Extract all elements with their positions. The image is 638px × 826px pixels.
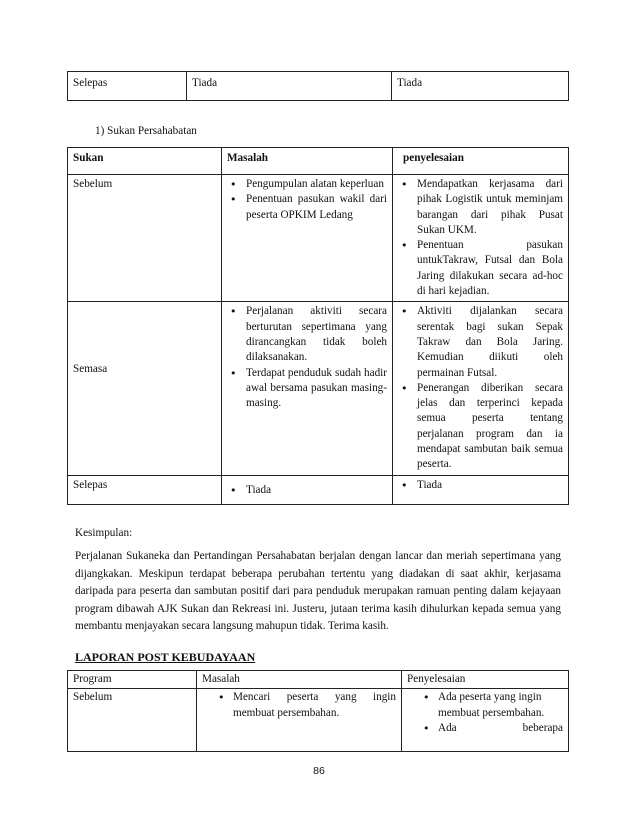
masalah-cell [222,302,393,475]
table-header-row [68,148,569,175]
list-item: • Penerangan diberikan secara jelas dan terperinci kepada semua peserta tentang perjalanan program dan ia mendapat sambutan baik semua peserta. [398,381,563,473]
row-label: Semasa [68,302,222,475]
list-item: • Pengumpulan alatan keperluan [227,177,387,192]
list-item: • Ada beberapa [416,721,563,736]
row-label: Sebelum [68,175,222,302]
column-header-penyelesaian: Penyelesaian [402,671,569,689]
column-header-penyelesaian: penyelesaian [393,148,569,175]
penyelesaian-cell [393,475,569,504]
column-header-masalah: Masalah [197,671,402,689]
row-label: Selepas [68,475,222,504]
table-header-row [68,671,569,689]
list-item: • Aktiviti dijalankan secara serentak bagi sukan Sepak Takraw dan Bola Jaring. Kemudian diikuti oleh permainan Futsal. [398,304,563,380]
table-row-sebelum [68,689,569,752]
column-header-program: Program [68,671,197,689]
page-number: 86 [313,765,325,777]
list-item: • Penentuan pasukan wakil dari peserta OPKIM Ledang [227,192,387,223]
row-label: Sebelum [68,689,197,752]
table-cell: Tiada [392,72,569,101]
sukan-persahabatan-table [67,147,569,505]
masalah-cell [197,689,402,752]
table-row-semasa [68,302,569,475]
penyelesaian-cell [393,175,569,302]
masalah-cell [222,475,393,504]
table-row [68,72,569,101]
list-item: • Penentuan pasukan untukTakraw, Futsal dan Bola Jaring dilakukan secara ad-hoc di hari kejadian. [398,238,563,299]
table-cell: Tiada [187,72,392,101]
selepas-summary-table [67,71,569,101]
list-item: • Perjalanan aktiviti secara berturutan sepertimana yang dirancangkan tidak boleh dilaksanakan. [227,304,387,365]
table-row-selepas [68,475,569,504]
kebudayaan-table [67,670,569,752]
list-item: • Mendapatkan kerjasama dari pihak Logistik untuk meminjam barangan dari pihak Pusat Sukan UKM. [398,177,563,238]
kesimpulan-paragraph: Perjalanan Sukaneka dan Pertandingan Persahabatan berjalan dengan lancar dan meriah sepertimana yang dijangkakan. Meskipun terdapat beberapa perubahan tertentu yang diadakan di saat akhir, kerjasama daripada para peserta dan sambutan positif dari para penduduk merupakan ramuan penting dalam kejayaan program dibawah AJK Sukan dan Rekreasi ini. Justeru, jutaan terima kasih dihulurkan kepada semua yang membantu menjayakan secara langsung mahupun tidak. Terima kasih. [75,550,561,633]
list-item: • Tiada [398,478,563,493]
table-row-sebelum [68,175,569,302]
masalah-cell [222,175,393,302]
section-title-sukan-persahabatan: 1) Sukan Persahabatan [95,125,197,137]
column-header-sukan: Sukan [68,148,222,175]
laporan-heading: LAPORAN POST KEBUDAYAAN [75,650,256,664]
list-item: • Ada peserta yang ingin membuat persembahan. [416,690,563,721]
penyelesaian-cell [402,689,569,752]
list-item: • Terdapat penduduk sudah hadir awal bersama pasukan masing-masing. [227,366,387,412]
column-header-masalah: Masalah [222,148,393,175]
penyelesaian-cell [393,302,569,475]
list-item: • Mencari peserta yang ingin membuat persembahan. [211,690,396,721]
list-item: • Tiada [227,483,387,498]
table-cell: Selepas [68,72,187,101]
kesimpulan-heading: Kesimpulan: [75,527,133,539]
